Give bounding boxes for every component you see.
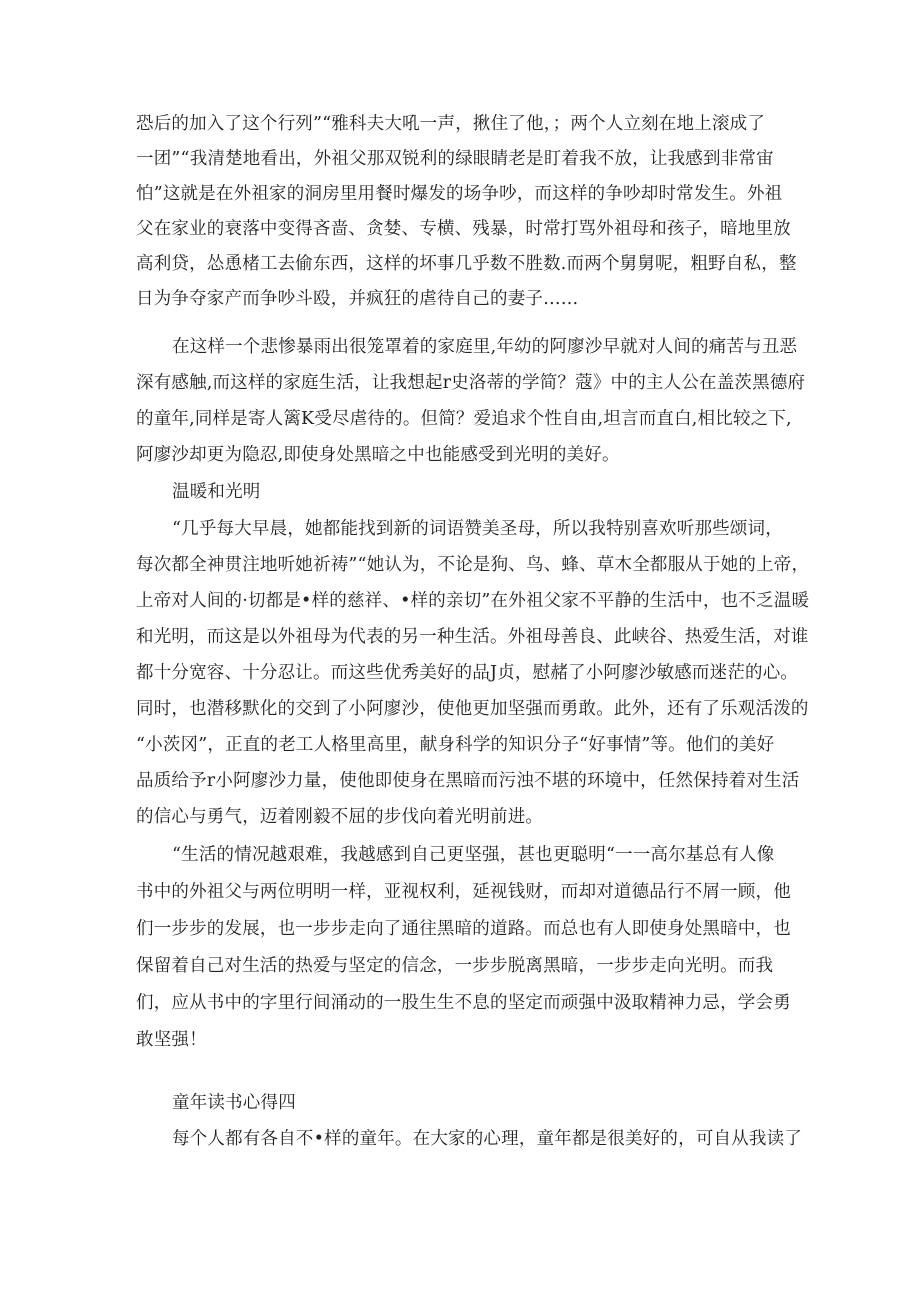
text-line: 每次都全神贯注地听她祈祷”“她认为，不论是狗、鸟、蜂、草木全都服从于她的上帝， bbox=[136, 555, 810, 575]
text-line: 敢坚强！ bbox=[136, 1030, 207, 1050]
text-line: 阿廖沙却更为隐忍,即使身处黑暗之中也能感受到光明的美好。 bbox=[136, 445, 620, 465]
text-line: 父在家业的衰落中变得吝啬、贪婪、专横、残暴，时常打骂外祖母和孩子，暗地里放 bbox=[136, 219, 791, 239]
text-line: 高利贷，怂恿楮工去偷东西，这样的坏事几乎数不胜数.而两个舅舅呢，粗野自私，整 bbox=[136, 254, 797, 274]
text-line: 保留着自己对生活的热爱与坚定的信念，一步步脱离黑暗，一步步走向光明。而我 bbox=[136, 956, 774, 976]
text-line: 一团”“我清楚地看出，外祖父那双锐利的绿眼睛老是盯着我不放，让我感到非常宙 bbox=[136, 149, 774, 169]
text-line: “小茨冈”，正直的老工人格里高里，献身科学的知识分子“好事情”等。他们的美好 bbox=[136, 735, 775, 755]
text-line: 日为争夺家产而争吵斗殴，并疯狂的虐待自己的妻子…… bbox=[136, 289, 579, 309]
paragraph-first-line: “几乎每大早晨，她都能找到新的词语赞美圣母，所以我特别喜欢听那些颂词， bbox=[172, 519, 783, 539]
text-line: 书中的外祖父与两位明明一样，亚视权利，延视钱财，而却对道德品行不屑一顾，他 bbox=[136, 882, 791, 902]
text-line: 都十分宽容、十分忍让。而这些优秀美好的品J贞，慰赭了小阿廖沙敏感而迷茫的心。 bbox=[136, 663, 799, 683]
text-line: 怕”这就是在外祖家的洞房里用餐时爆发的场争吵，而这样的争吵却时常发生。外祖 bbox=[136, 184, 783, 204]
paragraph-first-line: 每个人都有各自不•样的童年。在大家的心理，童年都是很美好的，可自从我读了 bbox=[172, 1129, 803, 1149]
paragraph-first-line: 在这样一个悲惨暴雨出很笼罩着的家庭里,年幼的阿廖沙早就对人间的痛苦与丑恶 bbox=[172, 337, 798, 357]
text-line: 的童年,同样是寄人篱K受尽虐待的。但简？爱追求个性自由,坦言而直白,相比较之下, bbox=[136, 409, 792, 429]
text-line: 同时，也潜移默化的交到了小阿廖沙，使他更加坚强而勇敢。此外，还有了乐观活泼的 bbox=[136, 699, 809, 719]
section-heading: 童年读书心得四 bbox=[172, 1093, 296, 1113]
text-line: 的信心与勇气，迈着刚毅不屈的步伐向着光明前进。 bbox=[136, 807, 544, 827]
text-line: 恐后的加入了这个行列”“雅科夫大吼一声，揪住了他，；两个人立刻在地上滚成了 bbox=[136, 114, 766, 134]
section-heading: 温暖和光明 bbox=[172, 482, 261, 502]
text-line: 们，应从书中的字里行间涌动的一股生生不息的坚定而顽强中汲取精神力忌，学会勇 bbox=[136, 993, 791, 1013]
paragraph-first-line: “生活的情况越艰难，我越感到自己更坚强，甚也更聪明“一一高尔基总有人像 bbox=[172, 845, 775, 865]
text-line: 们一步步的发展，也一步步走向了通往黑暗的道路。而总也有人即使身处黑暗中，也 bbox=[136, 919, 791, 939]
text-line: 和光明，而这是以外祖母为代表的另一种生活。外祖母善良、此峡谷、热爱生活，对谁 bbox=[136, 627, 809, 647]
text-line: 上帝对人间的·切都是•样的慈祥、•样的亲切”在外祖父家不平静的生活中，也不乏温暖 bbox=[136, 591, 810, 611]
text-line: 品质给予r小阿廖沙力量，使他即使身在黑暗而污浊不堪的环境中，任然保持着对生活 bbox=[136, 771, 800, 791]
text-line: 深有感触,而这样的家庭生活，让我想起r史洛蒂的学简？蔻》中的主人公在盖茨黑德府 bbox=[136, 373, 806, 393]
